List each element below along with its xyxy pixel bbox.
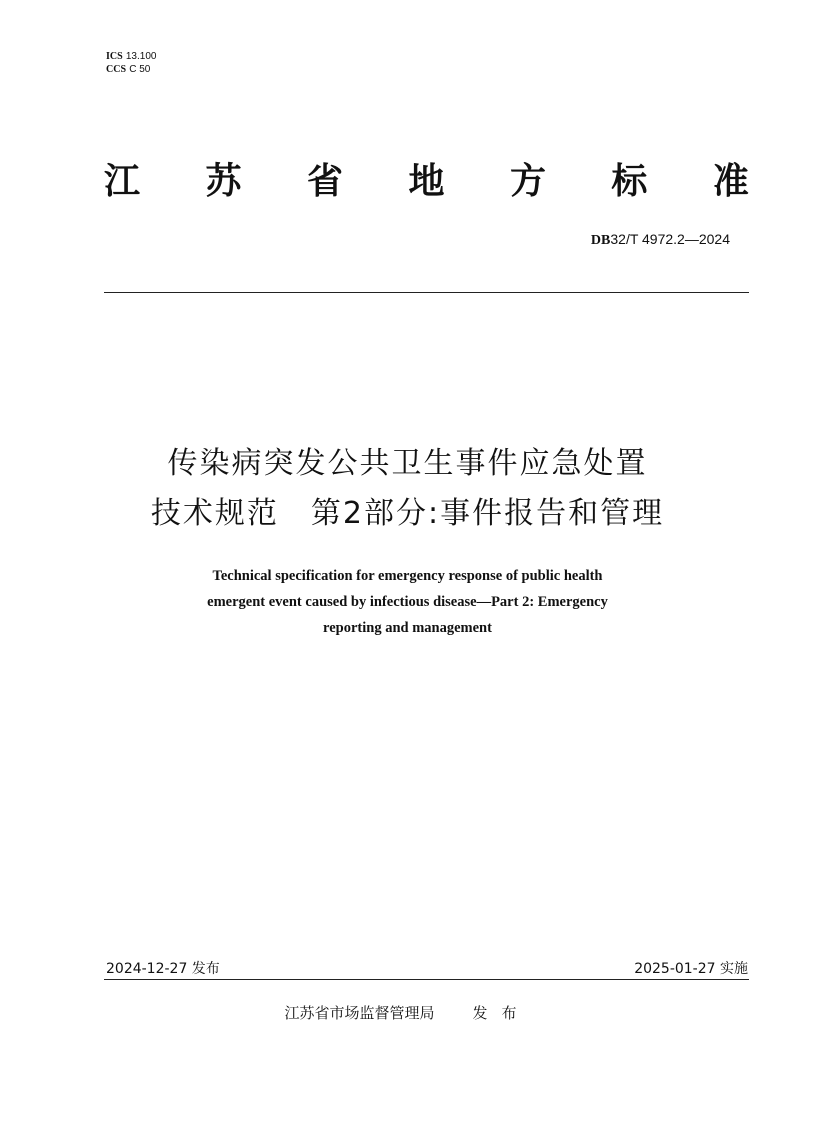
standard-type-char: 苏 xyxy=(205,161,242,202)
header-divider xyxy=(104,292,749,293)
ics-code xyxy=(106,50,156,63)
standard-type-char: 方 xyxy=(509,161,546,202)
classification-codes xyxy=(106,50,156,76)
ics-label: ICS xyxy=(106,51,123,62)
standard-type-char: 地 xyxy=(408,161,445,202)
standard-number-rest: 32/T 4972.2—2024 xyxy=(610,231,730,247)
publisher-name: 江苏省市场监督管理局 xyxy=(284,1004,435,1022)
standard-type-char: 省 xyxy=(306,161,343,202)
implementation-date: 2025-01-27 实施 xyxy=(634,961,748,977)
ccs-code xyxy=(106,63,156,76)
standard-number-prefix: DB xyxy=(590,233,611,248)
english-title xyxy=(120,563,695,641)
chinese-title-line-1: 传染病突发公共卫生事件应急处置 xyxy=(167,446,648,481)
standard-type-heading xyxy=(104,160,749,204)
standard-type-char: 准 xyxy=(712,161,749,202)
ccs-value: C 50 xyxy=(129,64,151,75)
chinese-title-line-2: 技术规范 第2部分:事件报告和管理 xyxy=(150,496,665,531)
ccs-label: CCS xyxy=(106,64,127,75)
publisher xyxy=(0,1002,815,1023)
english-title-line-3: reporting and management xyxy=(323,620,492,636)
standard-type-char: 标 xyxy=(611,161,648,202)
publisher-action: 发布 xyxy=(472,1004,531,1022)
english-title-line-2: emergent event caused by infectious disease—Part 2: Emergency xyxy=(207,594,608,610)
issue-date: 2024-12-27 发布 xyxy=(106,961,220,977)
english-title-line-1: Technical specification for emergency response of public health xyxy=(212,568,603,584)
footer-divider xyxy=(104,979,749,980)
standard-number xyxy=(591,231,730,249)
standard-type-char: 江 xyxy=(104,161,141,202)
ics-value: 13.100 xyxy=(125,51,157,62)
